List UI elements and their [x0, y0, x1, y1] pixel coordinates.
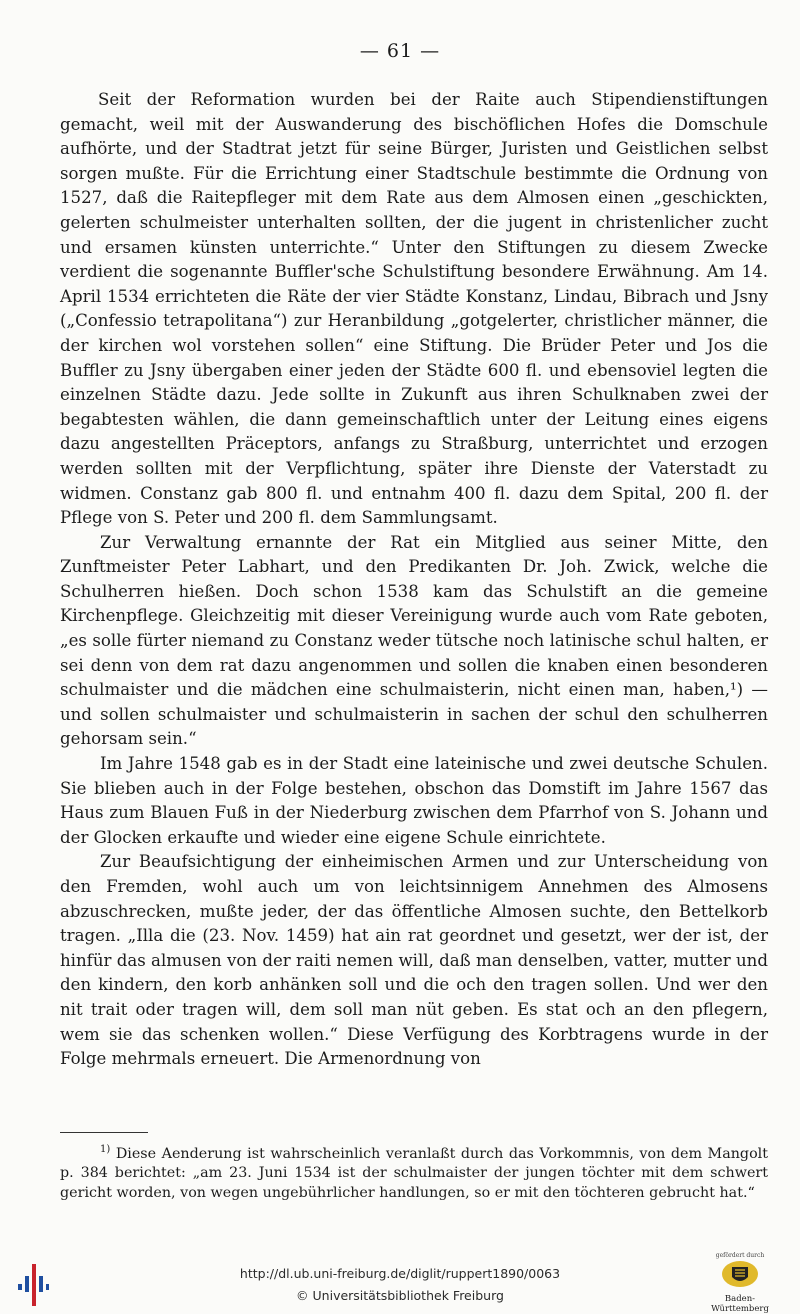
paragraph-armenpflege: Zur Beaufsichtigung der einheimischen Armen und zur Unterscheidung von den Fremden, wohl auch um von leichtsinnigem Annehmen des Almosens abzuschrecken, mußte jeder, der das öffentliche Almosen suchte, den Bettelkorb tragen. „Illa die (23. Nov. 1459) hat ain rat geordnet und gesetzt, wer der ist, der hinfür das almusen von der raiti nemen will, daß man denselben, vatter, mutter und den kindern, den korb anhänken soll und die och den tragen sollen. Und wer den nit trait oder tragen will, dem soll man nüt geben. Es stat och an den pflegern, wem sie das schenken wollen.“ Diese Verfügung des Korbtragens wurde in der Folge mehrmals erneuert. Die Armenordnung von	[60, 852, 768, 1069]
sponsor-block	[702, 1252, 778, 1314]
footnote-text: Diese Aenderung ist wahrscheinlich veranlaßt durch das Vorkommnis, von dem Mangolt p. 384 berichtet: „am 23. Juni 1534 ist der schulmaister der jungen töchter mit dem schwert gericht worden, von wegen ungebührlicher handlungen, so er mit den töchteren gebrucht hat.“	[60, 1145, 768, 1202]
footnotes	[60, 1140, 768, 1204]
sponsor-name: Baden-Württemberg	[711, 1294, 769, 1314]
footnote-divider	[60, 1132, 148, 1133]
baden-wuerttemberg-crest-icon	[720, 1259, 760, 1289]
viewer-footer	[0, 1252, 800, 1314]
footnote-marker: 1)	[100, 1144, 111, 1155]
copyright-notice: © Universitätsbibliothek Freiburg	[296, 1288, 504, 1303]
sponsor-label: gefördert durch	[715, 1252, 765, 1259]
page-number: — 61 —	[359, 40, 441, 62]
paragraph-verwaltung: Zur Verwaltung ernannte der Rat ein Mitglied aus seiner Mitte, den Zunftmeister Peter Labhart, und den Predikanten Dr. Joh. Zwick, welche die Schulherren hießen. Doch schon 1538 kam das Schulstift an die gemeine Kirchenpflege. Gleichzeitig mit dieser Vereinigung wurde auch vom Rate geboten, „es solle fürter niemand zu Constanz weder tütsche noch latinische schul halten, er sei denn von dem rat dazu angenommen und sollen die knaben einen besonderen schulmaister und die mädchen eine schulmaisterin, nicht einen man, haben,¹) — und sollen schulmaister und schulmaisterin in sachen der schul den schulherren gehorsam sein.“	[60, 532, 768, 749]
paragraph-stipendienstiftungen: Seit der Reformation wurden bei der Raite auch Stipendienstiftungen gemacht, weil mit der Auswanderung des bischöflichen Hofes die Domschule aufhörte, und der Stadtrat jetzt für seine Bürger, Juristen und Geistlichen selbst sorgen mußte. Für die Errichtung einer Stadtschule bestimmte die Ordnung von 1527, daß die Raitepfleger mit dem Rate aus dem Almosen einen „geschickten, gelerten schulmeister unterhalten sollten, der die jugent in christenlicher zucht und ersamen künsten unterrichte.“ Unter den Stiftungen zu diesem Zwecke verdient die sogenannte Buffler'sche Schulstiftung besondere Erwähnung. Am 14. April 1534 errichteten die Räte der vier Städte Konstanz, Lindau, Bibrach und Jsny („Confessio tetrapolitana“) zur Heranbildung „gotgelerter, christlicher männer, die der kirchen wol vorstehen sollen“ eine Stiftung. Die Brüder Peter und Jos die Buffler zu Jsny übergaben einer jeden der Städte 600 fl. und ebensoviel legten die einzelnen Städte dazu. Jede sollte in Zukunft aus ihren Schulknaben zwei der begabtesten wählen, die dann gemeinschaftlich unter der Leitung eines eigens dazu angestellten Präceptors, anfangs zu Straßburg, unterrichtet und erzogen werden sollten mit der Verpflichtung, später ihre Dienste der Vaterstadt zu widmen. Constanz gab 800 fl. und entnahm 400 fl. dazu dem Spital, 200 fl. der Pflege von S. Peter und 200 fl. dem Sammlungsamt.	[60, 90, 768, 528]
document-url[interactable]: http://dl.ub.uni-freiburg.de/diglit/ruppert1890/0063	[239, 1266, 561, 1281]
main-text	[60, 88, 768, 1072]
footnote-1	[60, 1140, 768, 1204]
paragraph-schulen-1548: Im Jahre 1548 gab es in der Stadt eine lateinische und zwei deutsche Schulen. Sie blieben auch in der Folge bestehen, obschon das Domstift im Jahre 1567 das Haus zum Blauen Fuß in der Niederburg zwischen dem Pfarrhof von S. Johann und der Glocken erkaufte und wieder eine eigene Schule einrichtete.	[60, 754, 768, 847]
